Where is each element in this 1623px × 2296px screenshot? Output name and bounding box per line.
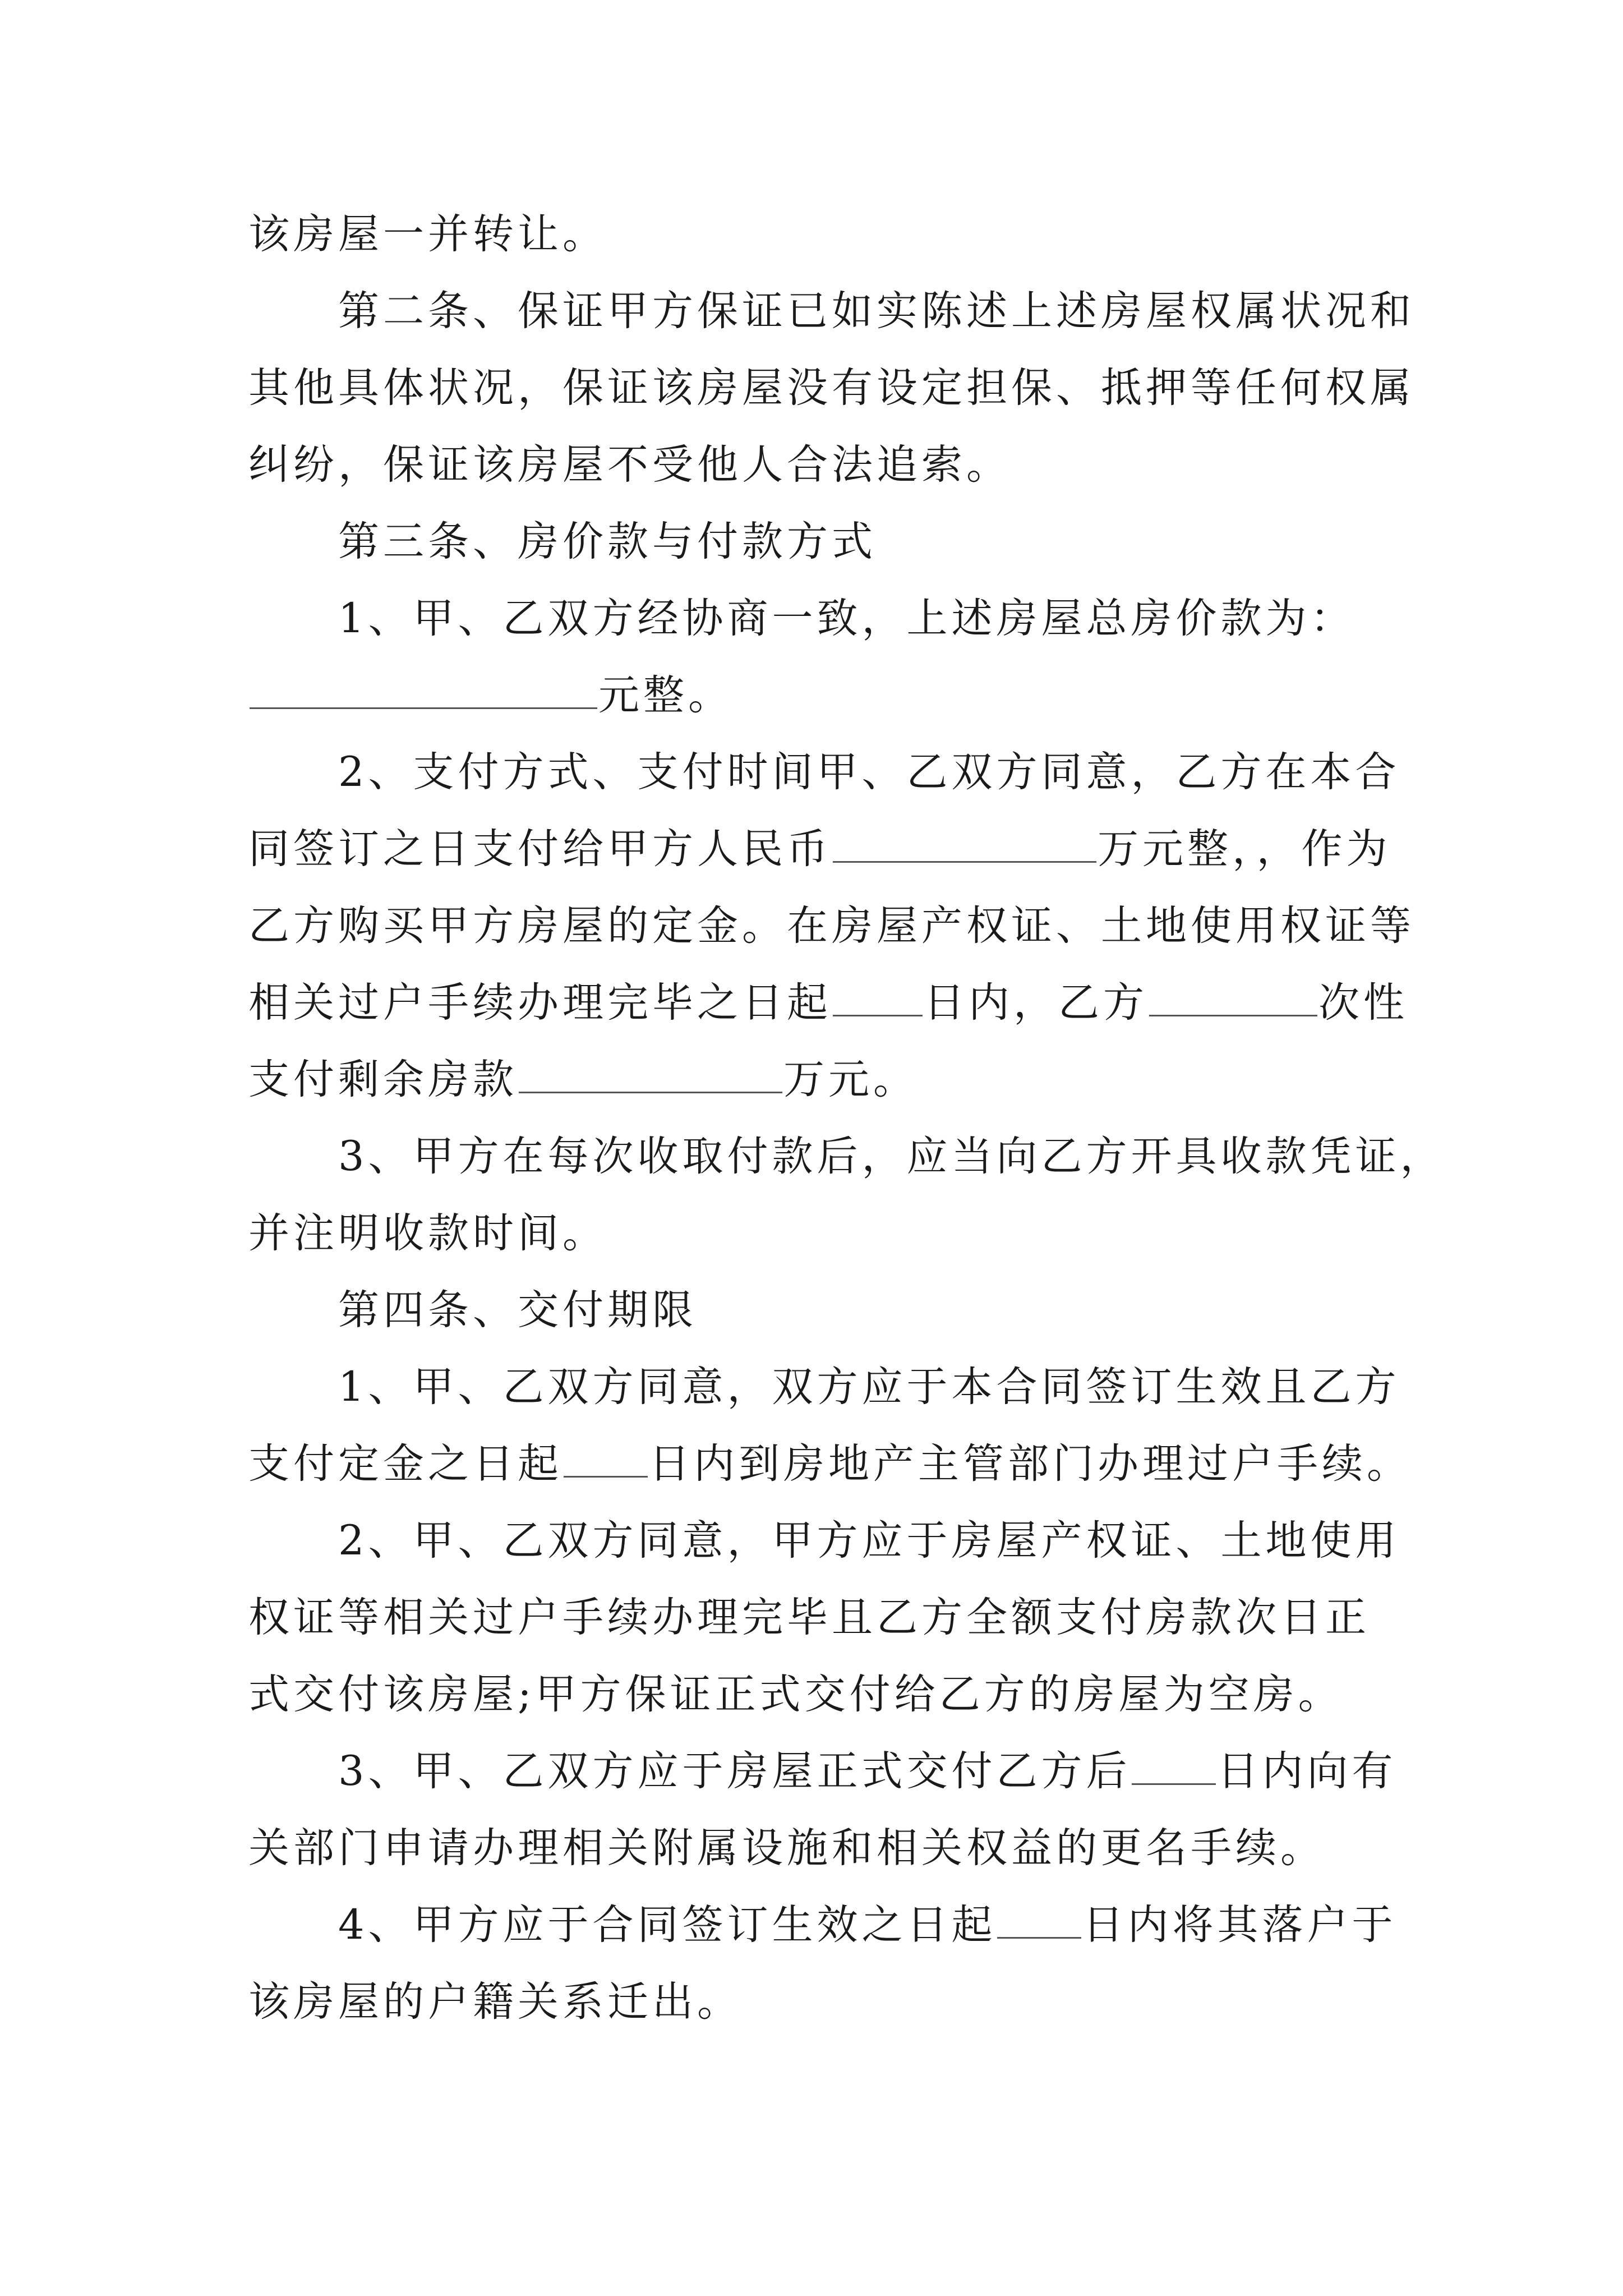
text-line xyxy=(248,1285,1393,1336)
article-4-heading: 第四条、交付期限 xyxy=(338,1286,697,1334)
paragraph-text: 该房屋一并转让。 xyxy=(248,210,607,258)
text-line xyxy=(248,1131,1445,1182)
contract-body xyxy=(248,209,1445,2027)
paragraph-text: 式交付该房屋;甲方保证正式交付给乙方的房屋为空房。 xyxy=(248,1671,1343,1718)
deposit-amount-blank[interactable] xyxy=(833,827,1096,863)
paragraph-text: 次性 xyxy=(1318,979,1408,1027)
clause-text: 3、甲、乙双方应于房屋正式交付乙方后 xyxy=(338,1747,1131,1795)
text-line xyxy=(248,1208,1393,1259)
paragraph-text: 权证等相关过户手续办理完毕且乙方全额支付房款次日正 xyxy=(248,1594,1370,1641)
clause-text: 2、支付方式、支付时间甲、乙双方同意，乙方在本合 xyxy=(338,748,1400,796)
paragraph-text: 万元整，，作为 xyxy=(1098,825,1391,873)
clause-text: 1、甲、乙双方经协商一致，上述房屋总房价款为： xyxy=(338,595,1355,642)
text-line xyxy=(248,1899,1397,1950)
text-line xyxy=(248,1669,1393,1720)
paragraph-text: 其他具体状况，保证该房屋没有设定担保、抵押等任何权属 xyxy=(248,364,1415,412)
total-price-blank[interactable] xyxy=(250,674,597,709)
text-line xyxy=(248,1361,1400,1412)
clause-text: 1、甲、乙双方同意，双方应于本合同签订生效且乙方 xyxy=(338,1363,1400,1411)
text-line xyxy=(248,1054,1393,1105)
text-line xyxy=(248,1438,1412,1489)
paragraph-text: 相关过户手续办理完毕之日起 xyxy=(248,979,832,1027)
remaining-amount-blank[interactable] xyxy=(519,1058,782,1093)
paragraph-text: 并注明收款时间。 xyxy=(248,1209,607,1257)
paragraph-text: 该房屋的户籍关系迁出。 xyxy=(248,1978,742,2026)
household-days-blank[interactable] xyxy=(997,1903,1081,1939)
paragraph-text: 乙方购买甲方房屋的定金。在房屋产权证、土地使用权证等 xyxy=(248,902,1415,950)
paragraph-text: 同签订之日支付给甲方人民币 xyxy=(248,825,832,873)
text-line xyxy=(248,1746,1397,1797)
article-3-heading: 第三条、房价款与付款方式 xyxy=(338,518,877,565)
text-line xyxy=(248,516,1393,567)
payment-times-blank[interactable] xyxy=(1149,981,1317,1016)
text-line xyxy=(248,977,1408,1028)
paragraph-text: 纠纷，保证该房屋不受他人合法追索。 xyxy=(248,441,1011,489)
payment-days-blank[interactable] xyxy=(833,981,923,1016)
paragraph-text: 日内到房地产主管部门办理过户手续。 xyxy=(649,1440,1412,1488)
paragraph-text: 日内，乙方 xyxy=(924,979,1148,1027)
text-line xyxy=(248,439,1393,490)
text-line xyxy=(248,747,1400,798)
clause-text: 4、甲方应于合同签订生效之日起 xyxy=(338,1901,997,1949)
text-line xyxy=(248,1823,1393,1874)
text-line xyxy=(248,1515,1400,1566)
clause-text: 日内向有 xyxy=(1217,1747,1397,1795)
clause-text: 2、甲、乙双方同意，甲方应于房屋产权证、土地使用 xyxy=(338,1517,1400,1565)
text-line xyxy=(248,670,1393,721)
paragraph-text: 万元。 xyxy=(783,1056,918,1103)
paragraph-text: 关部门申请办理相关附属设施和相关权益的更名手续。 xyxy=(248,1824,1325,1872)
transfer-days-blank[interactable] xyxy=(564,1442,648,1478)
rename-days-blank[interactable] xyxy=(1132,1750,1216,1785)
text-line xyxy=(248,900,1415,951)
text-line xyxy=(248,209,1393,260)
paragraph-text: 元整。 xyxy=(598,671,733,719)
text-line xyxy=(248,593,1393,644)
paragraph-text: 支付剩余房款 xyxy=(248,1056,518,1103)
text-line xyxy=(248,823,1393,875)
text-line xyxy=(248,1976,1393,2027)
paragraph-text: 支付定金之日起 xyxy=(248,1440,562,1488)
text-line xyxy=(248,286,1415,337)
text-line xyxy=(248,1592,1393,1643)
clause-text: 3、甲方在每次收取付款后，应当向乙方开具收款凭证， xyxy=(338,1133,1445,1180)
text-line xyxy=(248,362,1415,413)
clause-text: 日内将其落户于 xyxy=(1082,1901,1397,1949)
article-2-text: 第二条、保证甲方保证已如实陈述上述房屋权属状况和 xyxy=(338,287,1415,335)
